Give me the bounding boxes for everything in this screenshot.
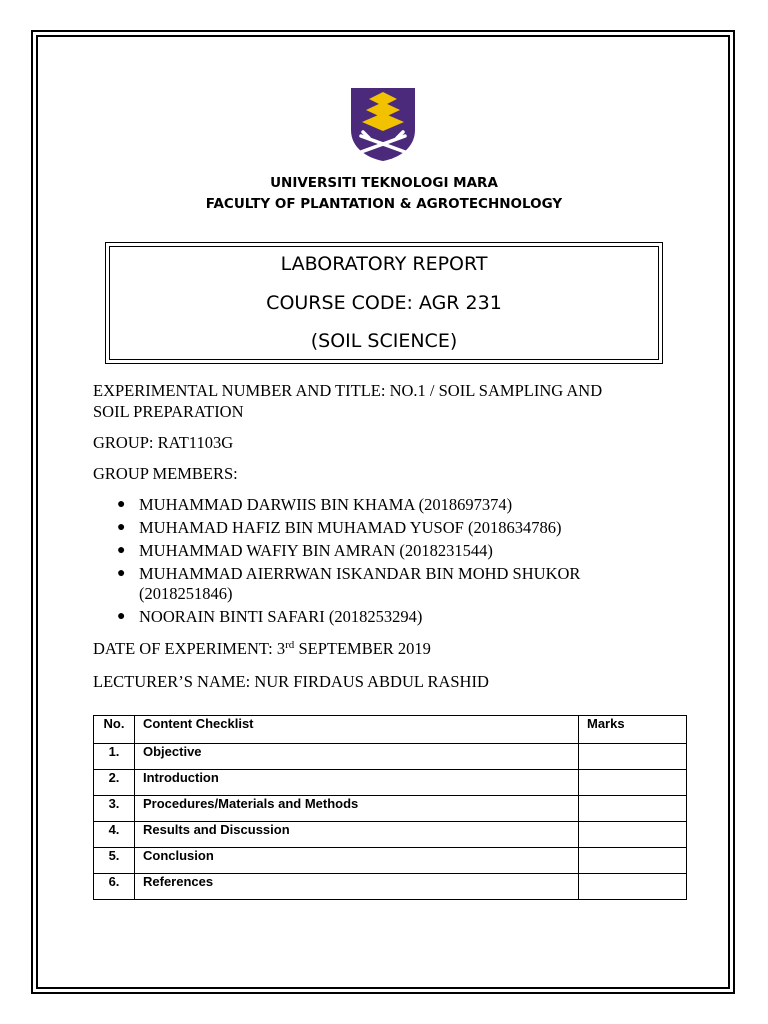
- table-row: [94, 848, 687, 874]
- row-marks[interactable]: [579, 874, 687, 900]
- row-marks[interactable]: [579, 822, 687, 848]
- table-row: [94, 770, 687, 796]
- row-item: Results and Discussion: [135, 822, 579, 848]
- row-number: 3.: [94, 796, 135, 822]
- bullet-icon: ●: [117, 566, 126, 581]
- experiment-title-line2: SOIL PREPARATION: [93, 402, 244, 421]
- table-row: [94, 874, 687, 900]
- course-code: COURSE CODE: AGR 231: [266, 292, 502, 314]
- member-item: MUHAMMAD WAFIY BIN AMRAN (2018231544): [139, 541, 493, 560]
- bullet-icon: ●: [117, 609, 126, 624]
- header-no: No.: [94, 716, 135, 744]
- header-content-checklist: Content Checklist: [135, 716, 579, 744]
- row-item: Introduction: [135, 770, 579, 796]
- member-item: NOORAIN BINTI SAFARI (2018253294): [139, 607, 423, 626]
- row-marks[interactable]: [579, 848, 687, 874]
- university-logo: [349, 86, 417, 162]
- experiment-date: DATE OF EXPERIMENT: 3rd SEPTEMBER 2019: [93, 639, 431, 658]
- content-checklist-table: [93, 715, 687, 900]
- group-code: GROUP: RAT1103G: [93, 433, 234, 452]
- lecturer-name: LECTURER’S NAME: NUR FIRDAUS ABDUL RASHID: [93, 672, 489, 691]
- row-marks[interactable]: [579, 796, 687, 822]
- table-header-row: [94, 716, 687, 744]
- row-marks[interactable]: [579, 744, 687, 770]
- row-item: Objective: [135, 744, 579, 770]
- member-item-id: (2018251846): [139, 584, 233, 603]
- row-number: 4.: [94, 822, 135, 848]
- report-title: LABORATORY REPORT: [280, 253, 488, 275]
- faculty-name: FACULTY OF PLANTATION & AGROTECHNOLOGY: [205, 196, 563, 212]
- university-name: UNIVERSITI TEKNOLOGI MARA: [270, 175, 498, 191]
- row-item: References: [135, 874, 579, 900]
- row-marks[interactable]: [579, 770, 687, 796]
- table-row: [94, 744, 687, 770]
- bullet-icon: ●: [117, 497, 126, 512]
- row-number: 5.: [94, 848, 135, 874]
- table-row: [94, 796, 687, 822]
- row-number: 2.: [94, 770, 135, 796]
- row-item: Conclusion: [135, 848, 579, 874]
- member-item: MUHAMAD HAFIZ BIN MUHAMAD YUSOF (2018634786): [139, 518, 562, 537]
- course-name: (SOIL SCIENCE): [310, 330, 458, 352]
- row-item: Procedures/Materials and Methods: [135, 796, 579, 822]
- member-item: MUHAMMAD DARWIIS BIN KHAMA (2018697374): [139, 495, 513, 514]
- experiment-title-line1: EXPERIMENTAL NUMBER AND TITLE: NO.1 / SOIL SAMPLING AND: [93, 381, 603, 400]
- table-row: [94, 822, 687, 848]
- member-item: MUHAMMAD AIERRWAN ISKANDAR BIN MOHD SHUKOR: [139, 564, 581, 583]
- group-members-label: GROUP MEMBERS:: [93, 464, 238, 483]
- bullet-icon: ●: [117, 543, 126, 558]
- row-number: 6.: [94, 874, 135, 900]
- header-marks: Marks: [579, 716, 687, 744]
- bullet-icon: ●: [117, 520, 126, 535]
- row-number: 1.: [94, 744, 135, 770]
